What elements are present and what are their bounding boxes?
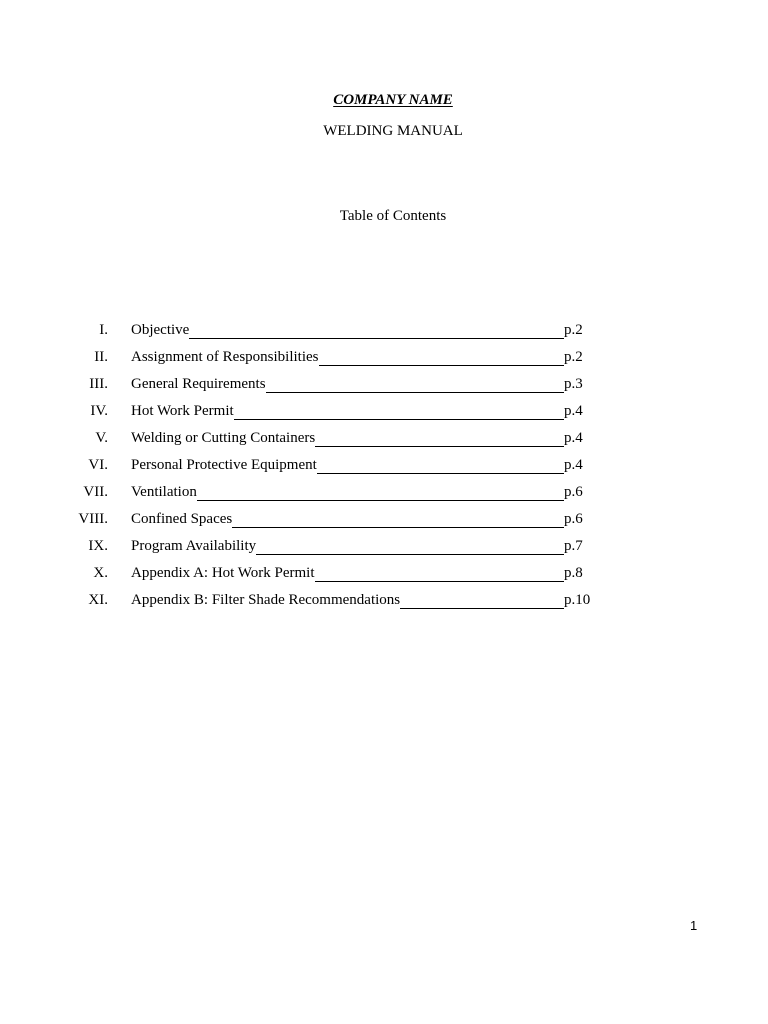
page-number: 1	[690, 918, 698, 933]
toc-item-label: Appendix B: Filter Shade Recommendations	[131, 592, 401, 608]
toc-leader-line	[315, 565, 564, 582]
toc-item-entry	[131, 590, 564, 610]
toc-item-number: XI.	[88, 592, 108, 608]
toc-item-page: p.8	[564, 565, 583, 581]
toc-item-page: p.6	[564, 484, 583, 500]
toc-item-entry	[131, 320, 564, 340]
table-of-contents	[0, 320, 768, 617]
toc-item-page: p.2	[564, 349, 583, 365]
toc-item	[0, 536, 768, 563]
toc-item-label: Confined Spaces	[131, 511, 233, 527]
toc-item-page: p.4	[564, 403, 583, 419]
toc-item-label: General Requirements	[131, 376, 266, 392]
toc-item	[0, 509, 768, 536]
toc-item-number: IX.	[88, 538, 108, 554]
toc-leader-line	[197, 484, 564, 501]
toc-leader-line	[317, 457, 564, 474]
toc-item-label: Hot Work Permit	[131, 403, 234, 419]
toc-item-label: Ventilation	[131, 484, 197, 500]
toc-item-entry	[131, 428, 564, 448]
toc-item-page: p.3	[564, 376, 583, 392]
toc-item	[0, 590, 768, 617]
toc-item-entry	[131, 401, 564, 421]
toc-leader-line	[232, 511, 564, 528]
toc-leader-line	[266, 376, 564, 393]
toc-item-number: IV.	[90, 403, 108, 419]
toc-item-page: p.6	[564, 511, 583, 527]
toc-item-entry	[131, 509, 564, 529]
toc-item	[0, 455, 768, 482]
toc-item-label: Appendix A: Hot Work Permit	[131, 565, 315, 581]
toc-item-entry	[131, 347, 564, 367]
toc-item-number: III.	[89, 376, 108, 392]
toc-item	[0, 320, 768, 347]
toc-item-number: X.	[93, 565, 108, 581]
company-name: COMPANY NAME	[333, 92, 453, 108]
toc-leader-line	[400, 592, 564, 609]
toc-leader-line	[256, 538, 564, 555]
toc-item-page: p.10	[564, 592, 591, 608]
toc-item-entry	[131, 563, 564, 583]
toc-item-label: Program Availability	[131, 538, 257, 554]
toc-item-number: VII.	[83, 484, 108, 500]
toc-item	[0, 347, 768, 374]
toc-item-number: VI.	[88, 457, 108, 473]
toc-item-page: p.2	[564, 322, 583, 338]
toc-item	[0, 428, 768, 455]
toc-leader-line	[319, 349, 565, 366]
toc-leader-line	[234, 403, 564, 420]
toc-item	[0, 374, 768, 401]
toc-item-entry	[131, 374, 564, 394]
toc-item-number: V.	[95, 430, 108, 446]
toc-leader-line	[189, 322, 564, 339]
toc-leader-line	[315, 430, 564, 447]
toc-item-label: Personal Protective Equipment	[131, 457, 317, 473]
toc-item-page: p.4	[564, 430, 583, 446]
toc-item-entry	[131, 482, 564, 502]
toc-item-label: Objective	[131, 322, 190, 338]
toc-item-page: p.7	[564, 538, 583, 554]
toc-item-entry	[131, 536, 564, 556]
toc-item-page: p.4	[564, 457, 583, 473]
toc-item-number: II.	[94, 349, 108, 365]
toc-item-label: Assignment of Responsibilities	[131, 349, 319, 365]
document-title: WELDING MANUAL	[323, 123, 463, 139]
toc-item-label: Welding or Cutting Containers	[131, 430, 316, 446]
toc-item	[0, 482, 768, 509]
toc-item-number: I.	[99, 322, 108, 338]
toc-heading: Table of Contents	[339, 208, 447, 224]
toc-item-number: VIII.	[78, 511, 108, 527]
toc-item-entry	[131, 455, 564, 475]
toc-item	[0, 401, 768, 428]
toc-item	[0, 563, 768, 590]
